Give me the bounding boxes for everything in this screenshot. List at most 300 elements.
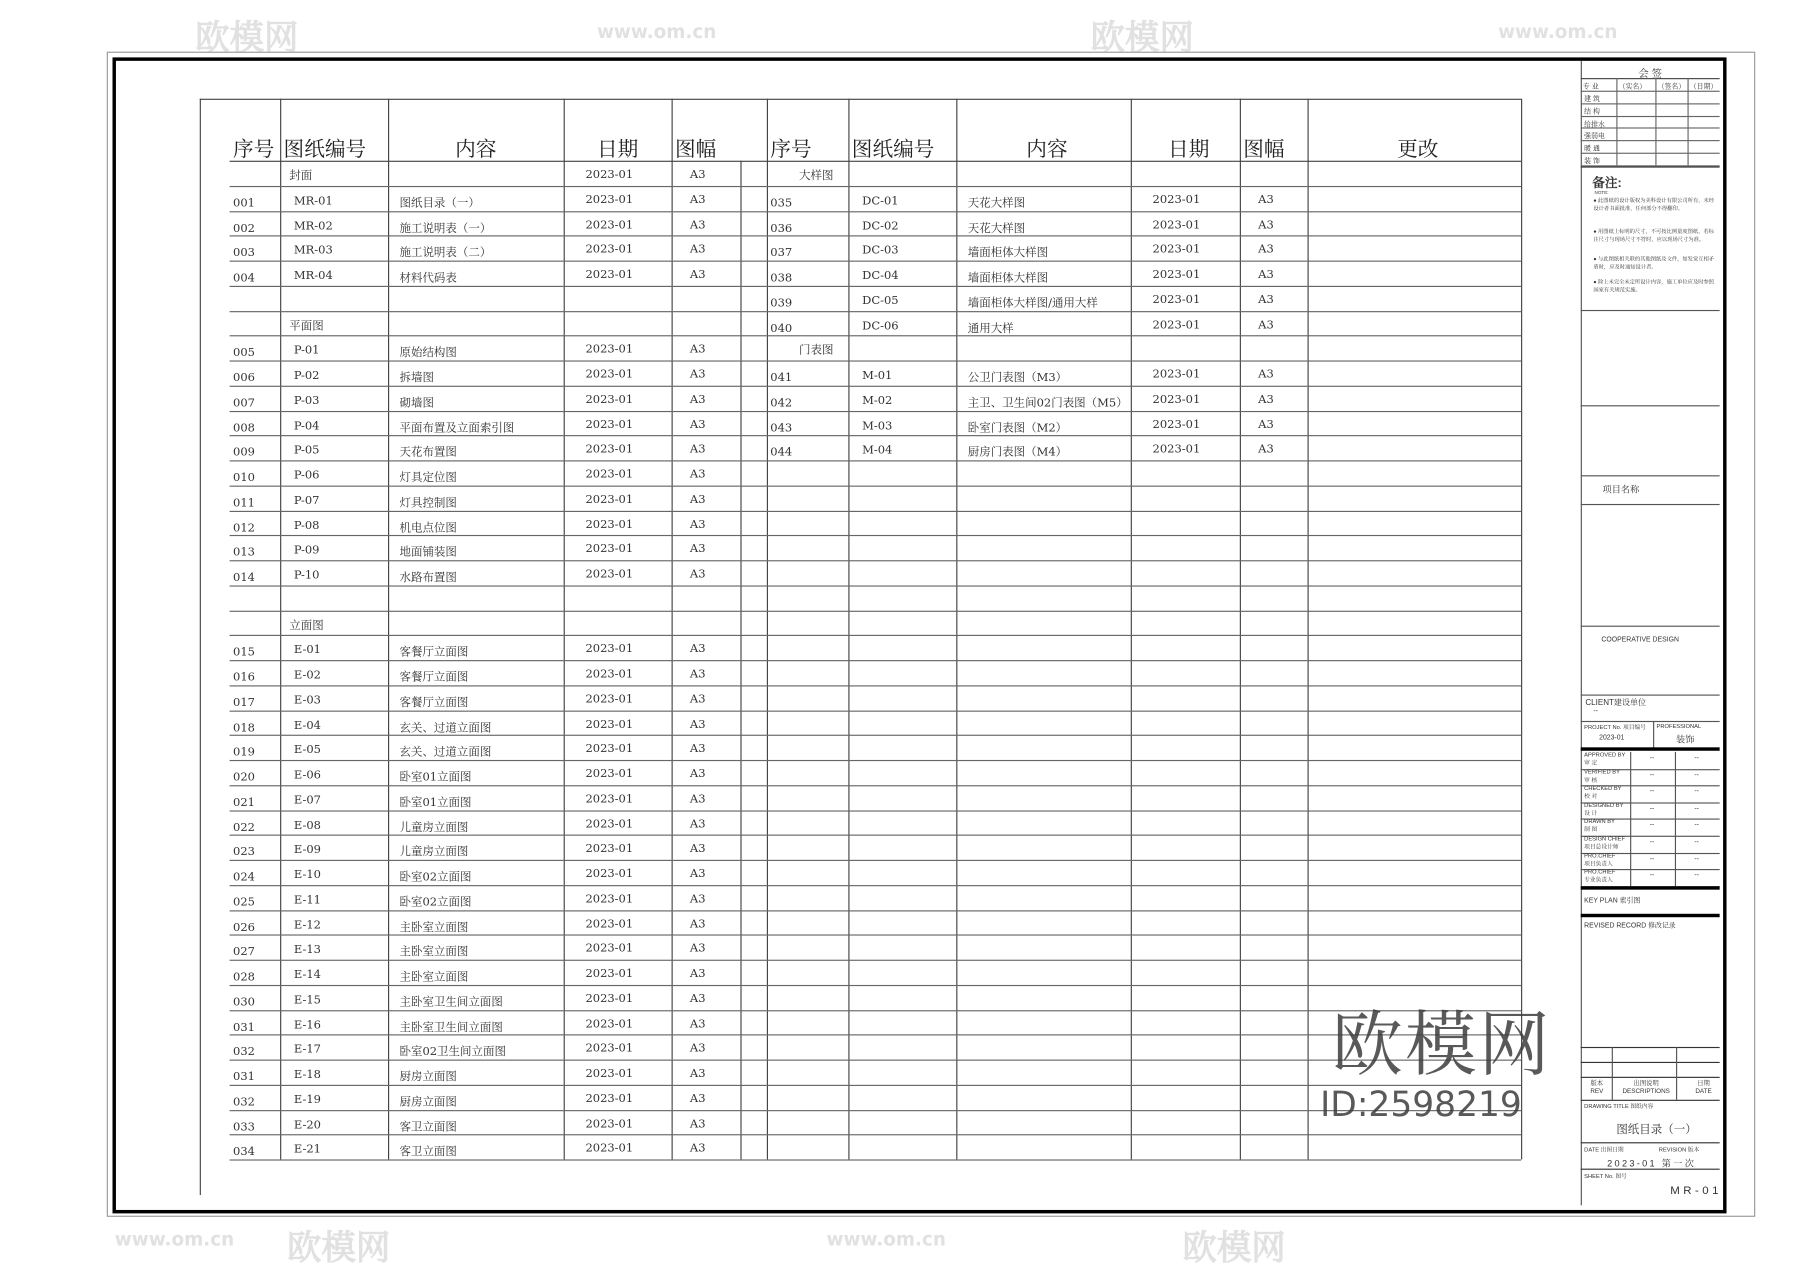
row-divider [767, 935, 1521, 936]
row-divider [230, 1035, 767, 1036]
row-number: 017 [233, 696, 255, 710]
row-divider [767, 710, 1521, 711]
approval-name: -- [1649, 805, 1655, 813]
row-number: 037 [770, 247, 793, 260]
column-header: 日期 [596, 137, 639, 162]
sheet-size: A3 [1258, 243, 1274, 257]
approval-signature: -- [1694, 805, 1699, 813]
row-divider [1581, 1062, 1720, 1063]
drawing-date: 2023-01 [1152, 218, 1201, 232]
row-divider [1581, 115, 1720, 116]
approval-role-cn: 项目负责人 [1584, 860, 1613, 868]
drawing-code: P-02 [293, 369, 320, 383]
row-divider [767, 360, 1521, 361]
drawing-code: DC-01 [862, 194, 899, 208]
sheet-size: A3 [689, 992, 706, 1006]
row-divider [767, 1134, 1521, 1135]
row-number: 018 [233, 721, 255, 735]
approval-role-en: VERIFIED BY [1584, 768, 1620, 776]
drawing-content: 卧室01立面图 [399, 796, 472, 810]
sheet-size: A3 [689, 817, 706, 831]
drawing-code: M-03 [862, 419, 893, 433]
row-divider [230, 435, 767, 436]
sheet-number-value: MR-01 [1670, 1184, 1722, 1198]
approval-role-cn: 审 核 [1584, 776, 1598, 784]
row-divider [230, 485, 767, 486]
drawing-code: P-01 [293, 344, 320, 358]
watermark-site: www.om.cn [1498, 20, 1618, 43]
drawing-date: 2023-01 [585, 867, 634, 881]
column-divider [564, 99, 565, 1160]
drawing-date: 2023-01 [1152, 418, 1201, 432]
column-header: 日期 [1168, 137, 1210, 162]
drawing-code: MR-01 [293, 194, 333, 208]
project-name-label: 项目名称 [1602, 484, 1640, 495]
sheet-size: A3 [689, 193, 706, 207]
drawing-content: 施工说明表（二） [399, 247, 492, 260]
column-header: 图纸编号 [283, 137, 367, 162]
approval-role-cn: 审 定 [1584, 759, 1598, 767]
row-divider [230, 685, 767, 686]
row-divider [767, 660, 1521, 661]
drawing-code: M-02 [862, 394, 893, 408]
sheet-size: A3 [689, 268, 706, 282]
approval-name: -- [1649, 772, 1655, 779]
row-number: 014 [233, 571, 255, 585]
sheet-size: A3 [689, 468, 706, 481]
drawing-code: E-03 [293, 694, 321, 707]
sheet-size: A3 [689, 1067, 706, 1081]
drawing-content: 厨房立面图 [399, 1071, 457, 1084]
sheet-size: A3 [689, 543, 706, 556]
row-divider [230, 785, 767, 786]
sheet-size: A3 [1258, 318, 1274, 332]
row-divider [1581, 504, 1720, 505]
approval-signature: -- [1694, 788, 1699, 796]
drawing-content: 公卫门表图（M3） [967, 371, 1068, 385]
drawing-code: E-18 [293, 1068, 321, 1082]
client-value: -- [1593, 708, 1598, 716]
sheet-size: A3 [689, 218, 706, 232]
row-divider [230, 985, 767, 986]
drawing-code: E-20 [293, 1118, 321, 1132]
row-number: 008 [233, 421, 255, 435]
row-divider [230, 660, 767, 661]
sheet-size: A3 [689, 1117, 706, 1131]
row-number: 033 [233, 1120, 255, 1134]
drawing-content: 灯具定位图 [399, 471, 457, 485]
drawing-code: MR-03 [293, 244, 333, 258]
notes-subtitle: NOTE: [1594, 189, 1609, 196]
drawing-code: P-08 [293, 519, 320, 533]
row-divider [1581, 103, 1720, 104]
sheet-size: A3 [689, 892, 706, 906]
drawing-date: 2023-01 [585, 967, 634, 981]
sheet-size: A3 [689, 1042, 706, 1056]
drawing-code: DC-02 [862, 219, 899, 233]
watermark-brand-large: 欧模网 [1331, 1002, 1553, 1086]
row-divider [767, 211, 1521, 212]
row-number: 031 [233, 1021, 255, 1034]
drawing-content: 儿童房立面图 [399, 846, 469, 859]
sheet-size: A3 [689, 368, 706, 382]
drawing-date: 2023-01 [585, 917, 634, 931]
drawing-content: 主卧室卫生间立面图 [399, 1021, 503, 1034]
row-number: 038 [770, 272, 793, 285]
row-divider [767, 810, 1521, 811]
drawing-content: 天花大样图 [967, 197, 1026, 210]
sheet-size: A3 [689, 393, 706, 407]
approval-name: -- [1649, 788, 1655, 796]
column-divider [200, 99, 201, 1195]
drawing-title: 图纸目录（一） [1616, 1123, 1697, 1137]
row-number: 042 [770, 396, 793, 410]
drawing-date: 2023-01 [585, 942, 634, 956]
row-divider [230, 186, 767, 187]
row-number: 004 [233, 272, 255, 285]
row-divider [767, 685, 1521, 686]
note-item: ● 用图纸上标明的尺寸，不可按比例量度图纸，若标注尺寸与现场尺寸不符时，应以现场尺寸为准。 [1593, 228, 1715, 243]
row-divider [230, 1060, 767, 1061]
drawing-content: 客卫立面图 [399, 1120, 457, 1134]
sheet-size: A3 [1258, 443, 1274, 457]
approval-name: -- [1649, 855, 1655, 863]
drawing-code: E-16 [293, 1018, 321, 1032]
row-number: 034 [233, 1145, 255, 1159]
row-number: 031 [233, 1071, 255, 1084]
sheet-size: A3 [689, 343, 706, 357]
drawing-code: P-07 [293, 494, 320, 508]
row-number: 036 [770, 222, 793, 235]
row-divider [230, 860, 767, 861]
drawing-date: 2023-01 [585, 493, 634, 506]
revision-label: REVISION 版本 [1658, 1146, 1700, 1154]
drawing-code: E-04 [293, 719, 321, 732]
approval-name: -- [1649, 872, 1655, 880]
row-divider [230, 360, 767, 361]
row-number: 022 [233, 821, 255, 834]
sheet-size: A3 [689, 743, 706, 756]
discipline-label: 给排水 [1584, 121, 1605, 129]
watermark-site: www.om.cn [114, 1228, 235, 1251]
row-number: 028 [233, 971, 255, 984]
sheet-size: A3 [1258, 268, 1274, 282]
row-number: 007 [233, 396, 255, 410]
countersign-header: （签名） [1657, 83, 1686, 91]
drawing-content: 厨房门表图（M4） [967, 446, 1068, 460]
row-number: 044 [770, 446, 793, 460]
row-divider [767, 585, 1521, 586]
drawing-content: 卧室02卫生间立面图 [399, 1046, 506, 1059]
drawing-code: E-07 [293, 794, 321, 807]
drawing-content: 原始结构图 [399, 346, 457, 360]
row-divider [230, 211, 767, 212]
column-divider [956, 99, 957, 1160]
drawing-code: DC-05 [862, 294, 899, 308]
section-heading: 平面图 [289, 319, 324, 333]
watermark-logo: 欧模网 [1182, 1228, 1286, 1269]
column-divider [1675, 752, 1676, 886]
drawing-code: DC-04 [862, 269, 899, 283]
row-divider [230, 910, 767, 911]
drawing-content: 玄关、过道立面图 [399, 721, 492, 735]
row-number: 006 [233, 371, 255, 385]
drawing-content: 施工说明表（一） [399, 222, 492, 235]
drawing-content: 主卧室立面图 [399, 921, 469, 934]
drawing-content: 客卫立面图 [399, 1145, 457, 1159]
column-divider [1581, 61, 1582, 1206]
row-divider [767, 760, 1521, 761]
drawing-date: 2023-01 [1152, 293, 1201, 307]
project-number-value: 2023-01 [1599, 734, 1625, 742]
drawing-content: 墙面柜体大样图 [967, 272, 1049, 285]
countersign-header: （日期） [1689, 83, 1718, 91]
row-divider [767, 410, 1521, 411]
row-number: 026 [233, 921, 255, 934]
row-divider [230, 1134, 767, 1135]
row-divider [230, 236, 767, 237]
approval-role-cn: 专业负责人 [1584, 877, 1613, 885]
drawing-content: 卧室门表图（M2） [967, 421, 1068, 435]
drawing-code: E-11 [293, 893, 321, 907]
row-divider [230, 560, 767, 561]
watermark-logo: 欧模网 [286, 1228, 391, 1269]
drawing-content: 天花布置图 [399, 446, 457, 460]
sheet-size: A3 [689, 643, 706, 656]
drawing-date: 2023-01 [585, 343, 634, 357]
row-divider [230, 810, 767, 811]
thick-divider [1581, 914, 1720, 917]
approval-signature: -- [1694, 872, 1699, 880]
approval-name: -- [1649, 822, 1655, 830]
approval-role-en: DESIGN CHIEF [1584, 835, 1626, 843]
approval-role-en: CHECKED BY [1584, 785, 1622, 793]
drawing-content: 客餐厅立面图 [399, 696, 469, 710]
drawing-content: 儿童房立面图 [399, 821, 469, 834]
row-number: 020 [233, 771, 255, 785]
drawing-code: E-02 [293, 669, 321, 682]
drawing-date: 2023-01 [585, 1042, 634, 1056]
column-divider [388, 99, 389, 1160]
row-divider [1581, 78, 1720, 79]
professional-value: 装饰 [1676, 734, 1695, 746]
row-divider [767, 335, 1521, 336]
sheet-size: A3 [1258, 193, 1274, 207]
drawing-date: 2023-01 [1152, 268, 1201, 282]
watermark-id: ID:2598219 [1320, 1084, 1522, 1126]
row-divider [230, 635, 767, 636]
sheet-size: A3 [689, 518, 706, 531]
row-divider [767, 460, 1521, 461]
row-divider [230, 286, 767, 287]
approval-role-cn: 设 计 [1584, 810, 1598, 818]
drawing-date: 2023-01 [585, 643, 634, 656]
drawing-date: 2023-01 [585, 767, 634, 781]
row-divider [767, 385, 1521, 386]
key-plan-label: KEY PLAN 索引图 [1584, 897, 1641, 905]
drawing-title-label: DRAWING TITLE 图纸内容 [1584, 1103, 1654, 1111]
approval-signature: -- [1694, 855, 1699, 863]
drawing-date: 2023-01 [585, 443, 634, 457]
approval-role-en: PRO.CHIEF [1584, 869, 1616, 877]
row-number: 021 [233, 796, 255, 810]
drawing-date: 2023-01 [585, 418, 634, 432]
sheet-size: A3 [689, 842, 706, 856]
drawing-code: P-04 [293, 419, 320, 433]
drawing-code: E-14 [293, 968, 321, 982]
sheet-size: A3 [689, 792, 706, 806]
row-divider [767, 910, 1521, 911]
sheet-size: A3 [689, 967, 706, 981]
drawing-code: E-09 [293, 844, 321, 857]
column-header: 图纸编号 [851, 137, 935, 162]
column-header: 图幅 [1243, 137, 1285, 162]
row-number: 040 [770, 322, 793, 335]
notes-title: 备注: [1592, 176, 1622, 191]
column-header: 更改 [1397, 137, 1439, 162]
drawing-date: 2023-01 [585, 817, 634, 831]
column-divider [1131, 99, 1132, 1160]
watermark-logo: 欧模网 [1090, 18, 1194, 59]
drawing-code: P-09 [293, 544, 320, 558]
discipline-label: 强弱电 [1584, 133, 1605, 141]
drawing-date: 2023-01 [585, 243, 634, 257]
column-divider [280, 99, 281, 1160]
row-divider [230, 585, 767, 586]
drawing-content: 墙面柜体大样图/通用大样 [967, 297, 1098, 310]
sheet-size: A3 [689, 767, 706, 781]
row-divider [230, 335, 767, 336]
row-divider [767, 885, 1521, 886]
countersign-title: 会 签 [1638, 67, 1662, 80]
drawing-content: 通用大样 [967, 322, 1014, 335]
drawing-content: 平面布置及立面索引图 [399, 421, 515, 435]
column-divider [1616, 78, 1617, 165]
row-divider [767, 236, 1521, 237]
row-number: 012 [233, 521, 255, 535]
drawing-code: E-01 [293, 644, 321, 657]
drawing-content: 卧室02立面图 [399, 896, 472, 909]
drawing-date: 2023-01 [585, 518, 634, 531]
discipline-label: 结 构 [1584, 108, 1600, 116]
row-divider [230, 760, 767, 761]
approval-role-en: DESIGNED BY [1584, 802, 1624, 810]
drawing-date: 2023-01 [585, 543, 634, 556]
row-divider [230, 1110, 767, 1111]
countersign-header: （实名） [1618, 83, 1647, 91]
row-number: 002 [233, 222, 255, 235]
row-number: 032 [233, 1096, 255, 1109]
column-header: 序号 [770, 137, 812, 162]
drawing-date: 2023-01 [585, 743, 634, 756]
drawing-content: 材料代码表 [399, 272, 457, 285]
row-divider [230, 960, 767, 961]
row-divider [1581, 695, 1720, 696]
drawing-code: M-01 [862, 369, 893, 383]
note-item: ● 此图纸的设计版权为美科设计有限公司所有，未经设计者书面批准，任何部分不得翻印。 [1593, 197, 1715, 212]
approval-role-cn: 项目总设计师 [1584, 843, 1619, 851]
drawing-content: 卧室01立面图 [399, 771, 472, 785]
sheet-size: A3 [689, 1092, 706, 1106]
sheet-size: A3 [689, 942, 706, 956]
approval-signature: -- [1694, 755, 1699, 763]
row-number: 019 [233, 746, 255, 760]
row-number: 043 [770, 421, 793, 435]
professional-label: PROFESSIONAL [1656, 723, 1702, 731]
row-divider [230, 535, 767, 536]
drawing-code: E-12 [293, 918, 321, 932]
row-divider [767, 635, 1521, 636]
row-divider [230, 261, 767, 262]
date-revision-value: 2023-01 第一次 [1607, 1158, 1697, 1169]
drawing-date: 2023-01 [585, 218, 634, 232]
drawing-date: 2023-01 [1152, 368, 1201, 382]
note-item: ● 与此图纸相关联的其他图纸及文件，如发觉互相矛盾时，应及时通知设计者。 [1593, 255, 1715, 270]
cooperative-design-label: COOPERATIVE DESIGN [1601, 637, 1679, 645]
row-divider [200, 99, 1521, 100]
sheet-size: A3 [1258, 218, 1274, 232]
sheet-size: A3 [689, 568, 706, 581]
row-number: 016 [233, 671, 255, 685]
column-divider [1612, 1047, 1613, 1100]
row-divider [767, 311, 1521, 312]
approval-role-en: APPROVED BY [1584, 751, 1626, 759]
drawing-date: 2023-01 [1152, 318, 1201, 332]
drawing-code: E-19 [293, 1093, 321, 1107]
row-divider [1581, 153, 1720, 154]
drawing-date: 2023-01 [585, 568, 634, 581]
sheet-size: A3 [689, 243, 706, 257]
approval-role-cn: 校 对 [1584, 793, 1598, 801]
approval-role-cn: 制 图 [1584, 826, 1598, 834]
revision-header: 版本 REV [1590, 1080, 1604, 1096]
sheet-size: A3 [1258, 293, 1274, 307]
drawing-code: E-06 [293, 769, 321, 782]
sheet-size: A3 [1258, 393, 1274, 407]
drawing-code: E-21 [293, 1143, 321, 1157]
drawing-content: 灯具控制图 [399, 496, 457, 510]
watermark-logo: 欧模网 [195, 18, 299, 59]
watermark-site: www.om.cn [826, 1228, 946, 1251]
sheet-size: A3 [1258, 418, 1274, 432]
column-divider [1688, 78, 1689, 165]
drawing-content: 墙面柜体大样图 [967, 247, 1049, 260]
drawing-date: 2023-01 [585, 393, 634, 407]
drawing-date: 2023-01 [585, 1117, 634, 1131]
sheet-size: A3 [689, 693, 706, 706]
row-number: 025 [233, 896, 255, 909]
thick-divider [1581, 747, 1720, 750]
sheet-size: A3 [1258, 368, 1274, 382]
column-divider [1630, 752, 1631, 886]
section-heading: 封面 [289, 169, 313, 183]
row-divider [767, 835, 1521, 836]
drawing-date: 2023-01 [1152, 443, 1201, 457]
row-divider [767, 1159, 1521, 1160]
sheet-size: A3 [689, 1017, 706, 1031]
row-divider [1581, 91, 1720, 92]
row-divider [1581, 721, 1720, 722]
row-divider [767, 860, 1521, 861]
drawing-date: 2023-01 [585, 268, 634, 282]
approval-role-en: PRO.CHIEF [1584, 852, 1616, 860]
drawing-date: 2023-01 [585, 1067, 634, 1081]
drawing-date: 2023-01 [585, 792, 634, 806]
drawing-date: 2023-01 [585, 468, 634, 481]
drawing-code: DC-06 [862, 319, 899, 333]
column-divider [1308, 99, 1309, 1160]
approval-signature: -- [1694, 839, 1699, 847]
